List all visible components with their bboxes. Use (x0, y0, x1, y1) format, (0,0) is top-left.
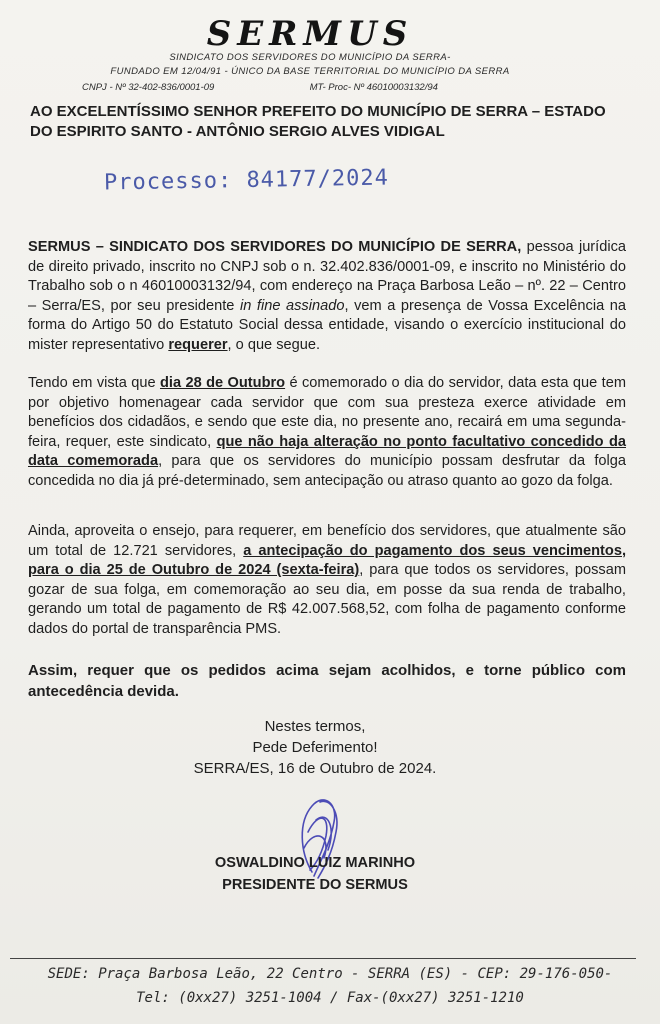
org-name: SERMUS – SINDICATO DOS SERVIDORES DO MUNICÍPIO DE SERRA, (28, 239, 522, 255)
signer-name: OSWALDINO LUIZ MARINHO (214, 855, 416, 871)
closing-date: SERRA/ES, 16 de Outubro de 2024. (193, 760, 437, 777)
letterhead-founded: FUNDADO EM 12/04/91 - ÚNICO DA BASE TERRITORIAL DO MUNICÍPIO DA SERRA (110, 66, 510, 77)
closing-line-1: Nestes termos, (264, 718, 366, 735)
para2-text-c: , para que os servidores do município possam desfrutar da folga concedida no dia já pré-determinado, sem antecipação ou atraso quanto ao gozo da folga. (28, 453, 626, 489)
para1-text-b: , vem a presença de Vossa Excelência na forma do Artigo 50 do Estatuto Social dessa entidade, visando o exercício institucional do mister representativo (28, 297, 627, 353)
signer-block (150, 852, 480, 896)
holiday-request: que não haja alteração no ponto facultativo concedido da data comemorada (28, 433, 626, 470)
signer-title: PRESIDENTE DO SERMUS (222, 877, 408, 893)
paragraph-holiday-request (28, 374, 626, 492)
payment-request: a antecipação do pagamento dos seus vencimentos, para o dia 25 de Outubro de 2024 (sexta-feira) (28, 542, 627, 579)
letterhead-mt-proc: MT- Proc- Nº 46010003132/94 (309, 82, 438, 93)
para2-text-b: é comemorado o dia do servidor, data esta que tem por objetivo homenagear cada servidor que com sua presteza exerce atividade em benefícios dos cidadãos, e sendo que este dia, no presente ano, recairá em uma segunda-feira, requer, este sindicato, (28, 375, 626, 450)
para1-text-a: pessoa jurídica de direito privado, inscrito no CNPJ sob o n. 32.402.836/0001-09, e inscrito no Ministério do Trabalho sob o n 46010003132/94, com endereço na Praça Barbosa Leão – nº. 22 – Centro – Serra/ES, por seu presidente (28, 239, 626, 314)
paragraph-conclusion: Assim, requer que os pedidos acima sejam acolhidos, e torne público com antecedência devida. (28, 662, 626, 700)
addressee-heading: AO EXCELENTÍSSIMO SENHOR PREFEITO DO MUNICÍPIO DE SERRA – ESTADO DO ESPIRITO SANTO - ANTÔNIO SERGIO ALVES VIDIGAL (30, 103, 606, 140)
para1-text-c: , o que segue. (227, 336, 321, 353)
para1-italic: in fine assinado (240, 297, 345, 314)
para2-text-a: Tendo em vista que (28, 375, 160, 391)
holiday-date: dia 28 de Outubro (159, 375, 286, 391)
letterhead-registration (82, 82, 438, 93)
closing-block (150, 716, 480, 779)
para3-text-a: Ainda, aproveita o ensejo, para requerer, em benefício dos servidores, que atualmente são um total de 12.721 servidores, (28, 523, 626, 559)
paragraph-payment-request (28, 522, 626, 640)
footer-phone: Tel: (0xx27) 3251-1004 / Fax-(0xx27) 3251-1210 (136, 990, 524, 1006)
paragraph-identification (28, 238, 626, 356)
letterhead-cnpj: CNPJ - Nº 32-402-836/0001-09 (82, 82, 215, 93)
para3-text-b: , para que todos os servidores, possam gozar de sua folga, em comemoração ao seu dia, em posse da sua renda de trabalho, gerando um total de pagamento de R$ 42.007.568,52, com folha de pagamento conforme dados do portal de transparência PMS. (28, 562, 626, 637)
handwritten-process-number: Processo: 84177/2024 (103, 165, 390, 196)
footer-divider (10, 958, 636, 959)
sermus-logo: SERMUS (206, 14, 414, 54)
closing-line-2: Pede Deferimento! (252, 739, 378, 756)
letterhead-union-name: SINDICATO DOS SERVIDORES DO MUNICÍPIO DA SERRA- (169, 52, 451, 63)
requerer-keyword: requerer (168, 336, 228, 353)
footer-address: SEDE: Praça Barbosa Leão, 22 Centro - SERRA (ES) - CEP: 29-176-050- (47, 966, 613, 982)
